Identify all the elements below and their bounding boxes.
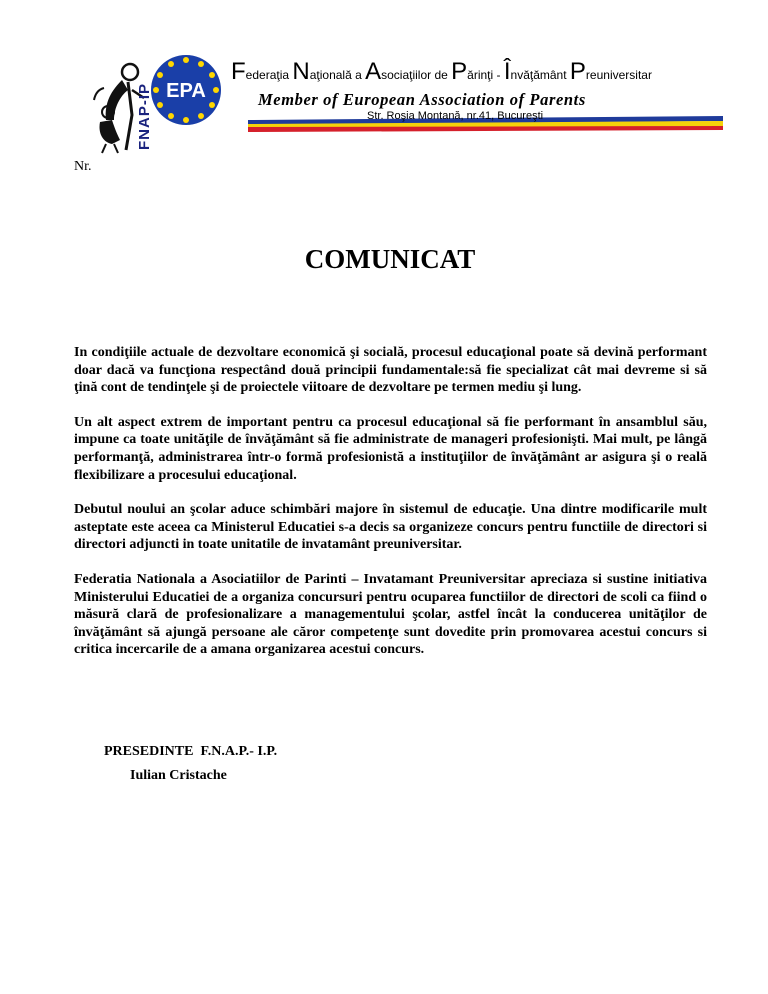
title-cap-3: A: [365, 58, 382, 85]
paragraph-4: Federatia Nationala a Asociatiilor de Parinti – Invatamant Preuniversitar apreciaza si sustine initiativa Ministerului Educatiei de a organiza concursuri pentru ocuparea functiilor de directori de scoli ca fiind o măsură clară de profesionalizare a managementului şcolar, astfel încât la conducerea unităţilor de învăţământ să ajungă persoane ale căror competenţe sunt dovedite prin promovarea acestui concurs si critica incercarile de a amana organizarea acestui concurs.: [74, 571, 707, 658]
federation-title: [231, 58, 731, 86]
title-cap-4: P: [451, 58, 468, 85]
epa-logo-icon: [150, 54, 222, 126]
title-rest-2: aţională a: [309, 68, 366, 82]
title-cap-2: N: [292, 58, 310, 85]
signature-block: [104, 744, 277, 784]
title-rest-1: ederaţia: [245, 68, 293, 82]
title-cap-5: Î: [503, 58, 511, 85]
epa-logo-label: EPA: [166, 80, 206, 102]
title-rest-4: ărinţi -: [467, 68, 504, 82]
signatory-name: Iulian Cristache: [130, 768, 227, 783]
letterhead-logo: [92, 50, 227, 150]
document-title: COMUNICAT: [304, 244, 476, 274]
paragraph-1: In condiţiile actuale de dezvoltare economică şi socială, procesul educaţional poate să devină performant doar dacă va funcţiona respectând două principii fundamentale:să fie specializat cât mai devreme si să ţină cont de tendinţele şi de proiectele viitoare de dezvoltare pe termen mediu şi lung.: [74, 345, 707, 396]
title-rest-6: reuniversitar: [585, 68, 652, 82]
federation-subtitle: Member of European Association of Parents: [258, 90, 586, 109]
registration-number-label: Nr.: [74, 159, 92, 174]
paragraph-3: Debutul noului an şcolar aduce schimbări majore în sistemul de educaţie. Una dintre modificarile mult asteptate este aceea ca Ministerul Educatiei s-a decis sa organizeze concurs pentru functiile de directori si directori adjuncti in toate unitatile de invatamânt preuniversitar.: [74, 502, 707, 553]
fnap-logo-text: FNAP-IP: [136, 83, 153, 150]
document-body: [74, 344, 707, 676]
signatory-role: PRESEDINTE F.N.A.P.- I.P.: [104, 744, 278, 759]
title-rest-5: nvăţământ: [510, 68, 570, 82]
federation-address: Str. Roşia Montană, nr.41, Bucureşti: [367, 110, 544, 122]
title-cap-6: P: [569, 58, 586, 85]
paragraph-2: Un alt aspect extrem de important pentru ca procesul educaţional să fie performant în ansamblul său, impune ca toate unităţile de învăţământ să fie administrate de manageri profesionişti. Mai mult, pe lângă performanţă, administrarea într-o formă profesionistă a instituţiilor de învăţământ ar asigura şi o reală flexibilizare a procesului educaţional.: [74, 414, 707, 483]
title-rest-3: sociaţiilor de: [381, 68, 452, 82]
title-cap-1: F: [231, 58, 246, 85]
